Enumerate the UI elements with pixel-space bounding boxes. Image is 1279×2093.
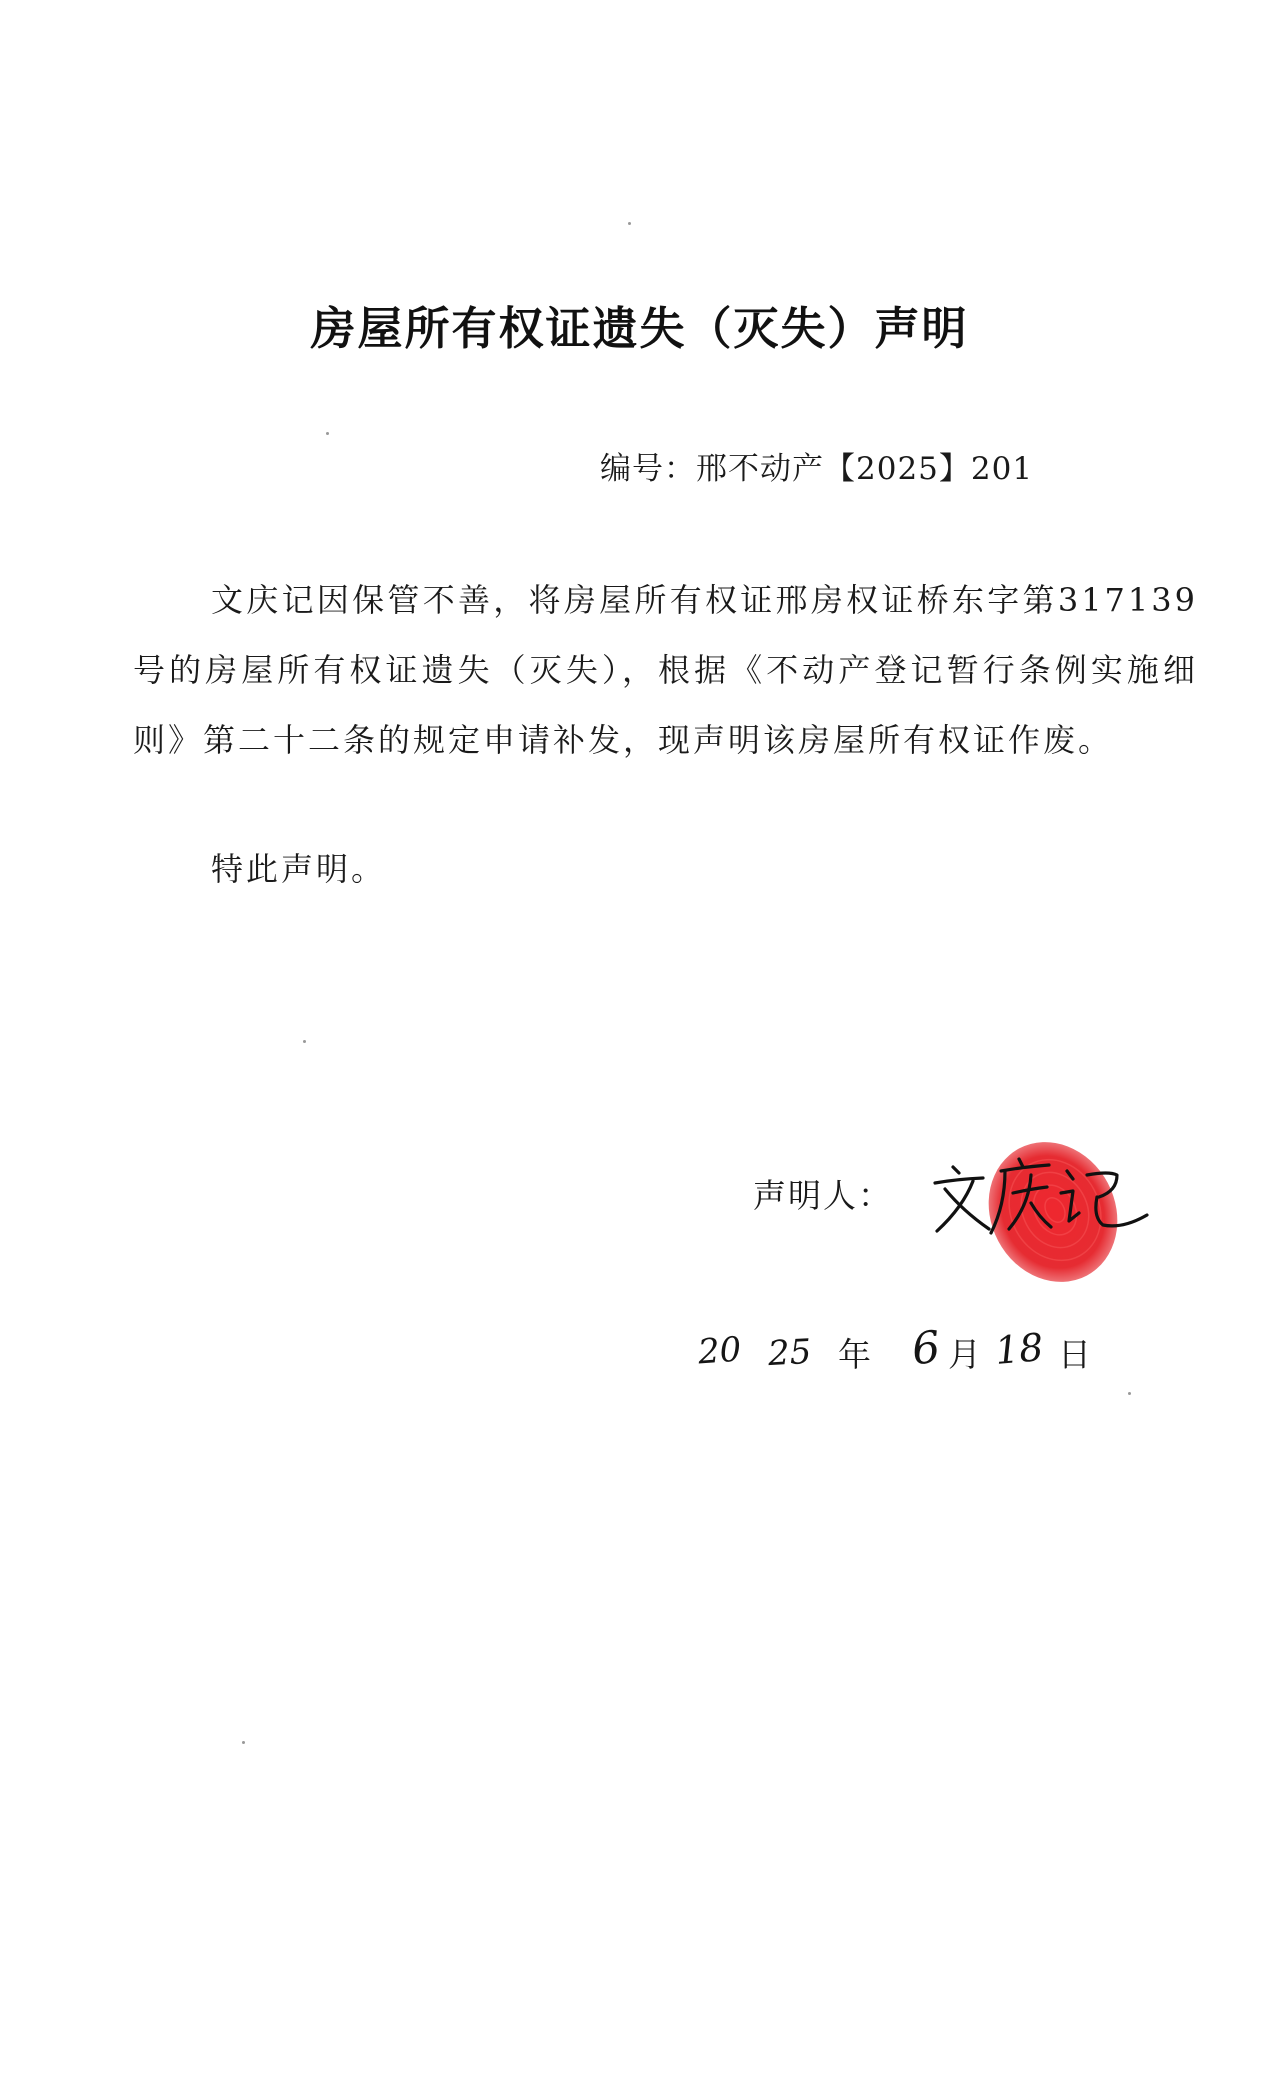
date-year-unit: 年 xyxy=(838,1335,871,1374)
date-year-handwritten-part2: 25 xyxy=(766,1331,813,1375)
declarant-block xyxy=(753,1140,1173,1250)
handwritten-signature xyxy=(923,1145,1163,1245)
scan-speck xyxy=(628,222,631,225)
closing-statement: 特此声明。 xyxy=(211,850,387,888)
statement-body: 文庆记因保管不善，将房屋所有权证邢房权证桥东字第317139号的房屋所有权证遗失（灭失），根据《不动产登记暂行条例实施细则》第二十二条的规定申请补发，现声明该房屋所有权证作废。 xyxy=(133,581,1198,759)
scan-speck xyxy=(242,1741,245,1744)
date-day-unit: 日 xyxy=(1058,1335,1091,1374)
declarant-label: 声明人： xyxy=(753,1176,893,1215)
date-month-unit: 月 xyxy=(948,1335,981,1374)
document-title: 房屋所有权证遗失（灭失）声明 xyxy=(310,302,969,355)
document-number: 编号：邢不动产【2025】201 xyxy=(600,451,1034,487)
date-year-handwritten-part1: 20 xyxy=(696,1329,743,1373)
date-day-handwritten: 18 xyxy=(993,1324,1046,1374)
date-month-handwritten: 6 xyxy=(909,1321,943,1376)
scan-speck xyxy=(1128,1392,1131,1395)
scan-speck xyxy=(303,1040,306,1043)
scan-speck xyxy=(326,432,329,435)
signing-date xyxy=(690,1313,1140,1383)
